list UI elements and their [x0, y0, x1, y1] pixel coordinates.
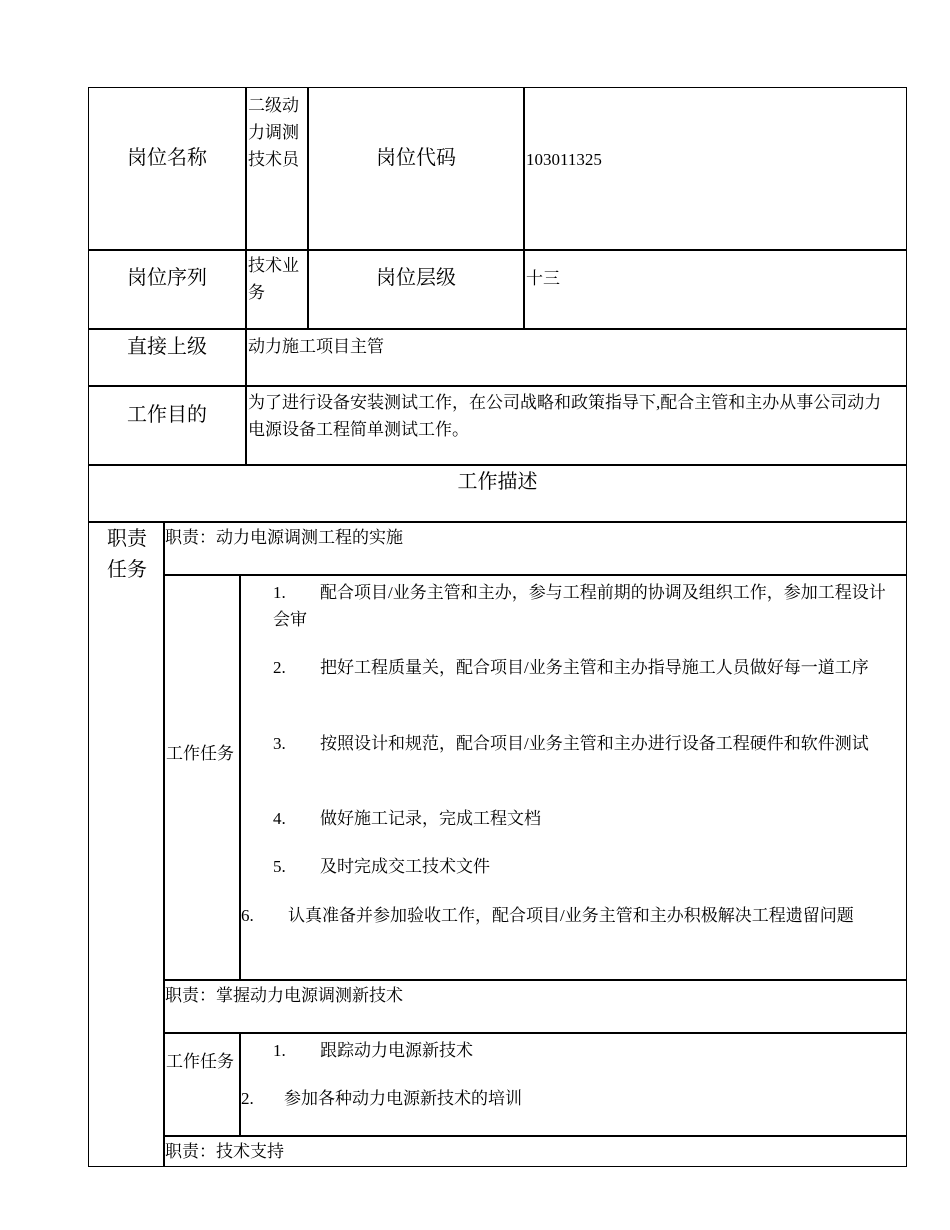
- task-text: 做好施工记录，完成工程文档: [320, 809, 541, 828]
- col-divider: [245, 87, 247, 465]
- work-description-title: 工作描述: [457, 471, 538, 493]
- task-item: [273, 853, 888, 880]
- task-text: 按照设计和规范，配合项目/业务主管和主办进行设备工程硬件和软件测试: [320, 734, 869, 753]
- col-divider: [523, 87, 525, 329]
- duties-label: 职责任务: [107, 528, 147, 581]
- task-number: 4.: [273, 809, 286, 828]
- task-item: [241, 1085, 893, 1112]
- row-divider: [163, 1135, 907, 1137]
- position-name-value: 二级动力调测技术员: [248, 96, 299, 169]
- position-code-value: 103011325: [526, 150, 602, 169]
- row-divider: [163, 979, 907, 981]
- duty-title: 职责：动力电源调测工程的实施: [165, 528, 403, 547]
- position-code-label: 岗位代码: [376, 147, 456, 169]
- duty-title: 职责：掌握动力电源调测新技术: [165, 986, 403, 1005]
- position-series-value: 技术业务: [248, 256, 299, 302]
- task-number: 2.: [241, 1089, 254, 1108]
- task-item: [273, 654, 888, 681]
- position-level-label: 岗位层级: [376, 267, 456, 289]
- task-number: 1.: [273, 583, 286, 602]
- supervisor-value: 动力施工项目主管: [248, 337, 384, 356]
- row-divider: [88, 385, 907, 387]
- task-number: 6.: [241, 906, 254, 925]
- task-item: [273, 730, 888, 757]
- task-number: 2.: [273, 658, 286, 677]
- tasks-label: 工作任务: [166, 1052, 234, 1071]
- task-item: [273, 1037, 888, 1064]
- col-divider: [239, 1032, 241, 1136]
- task-text: 认真准备并参加验收工作，配合项目/业务主管和主办积极解决工程遗留问题: [288, 906, 854, 925]
- task-text: 配合项目/业务主管和主办，参与工程前期的协调及组织工作，参加工程设计会审: [273, 583, 886, 629]
- supervisor-label: 直接上级: [127, 336, 207, 358]
- col-divider: [307, 87, 309, 329]
- row-divider: [163, 574, 907, 576]
- position-name-label: 岗位名称: [127, 147, 207, 169]
- task-item: [273, 579, 888, 633]
- row-divider: [88, 464, 907, 466]
- tasks-label: 工作任务: [166, 744, 234, 763]
- task-text: 参加各种动力电源新技术的培训: [284, 1089, 522, 1108]
- row-divider: [88, 328, 907, 330]
- purpose-label: 工作目的: [127, 404, 207, 426]
- purpose-value: 为了进行设备安装测试工作，在公司战略和政策指导下,配合主管和主办从事公司动力电源设备工程简单测试工作。: [248, 393, 882, 439]
- duty-title: 职责：技术支持: [165, 1142, 284, 1161]
- row-divider: [88, 249, 907, 251]
- task-text: 跟踪动力电源新技术: [320, 1041, 473, 1060]
- task-item: [273, 805, 888, 832]
- position-level-value: 十三: [526, 269, 560, 288]
- position-series-label: 岗位序列: [127, 267, 207, 289]
- row-divider: [163, 1032, 907, 1034]
- task-number: 3.: [273, 734, 286, 753]
- task-text: 及时完成交工技术文件: [320, 857, 490, 876]
- task-item: [241, 902, 893, 929]
- task-text: 把好工程质量关，配合项目/业务主管和主办指导施工人员做好每一道工序: [320, 658, 869, 677]
- task-number: 1.: [273, 1041, 286, 1060]
- task-number: 5.: [273, 857, 286, 876]
- col-divider: [163, 521, 165, 1167]
- row-divider: [88, 521, 907, 523]
